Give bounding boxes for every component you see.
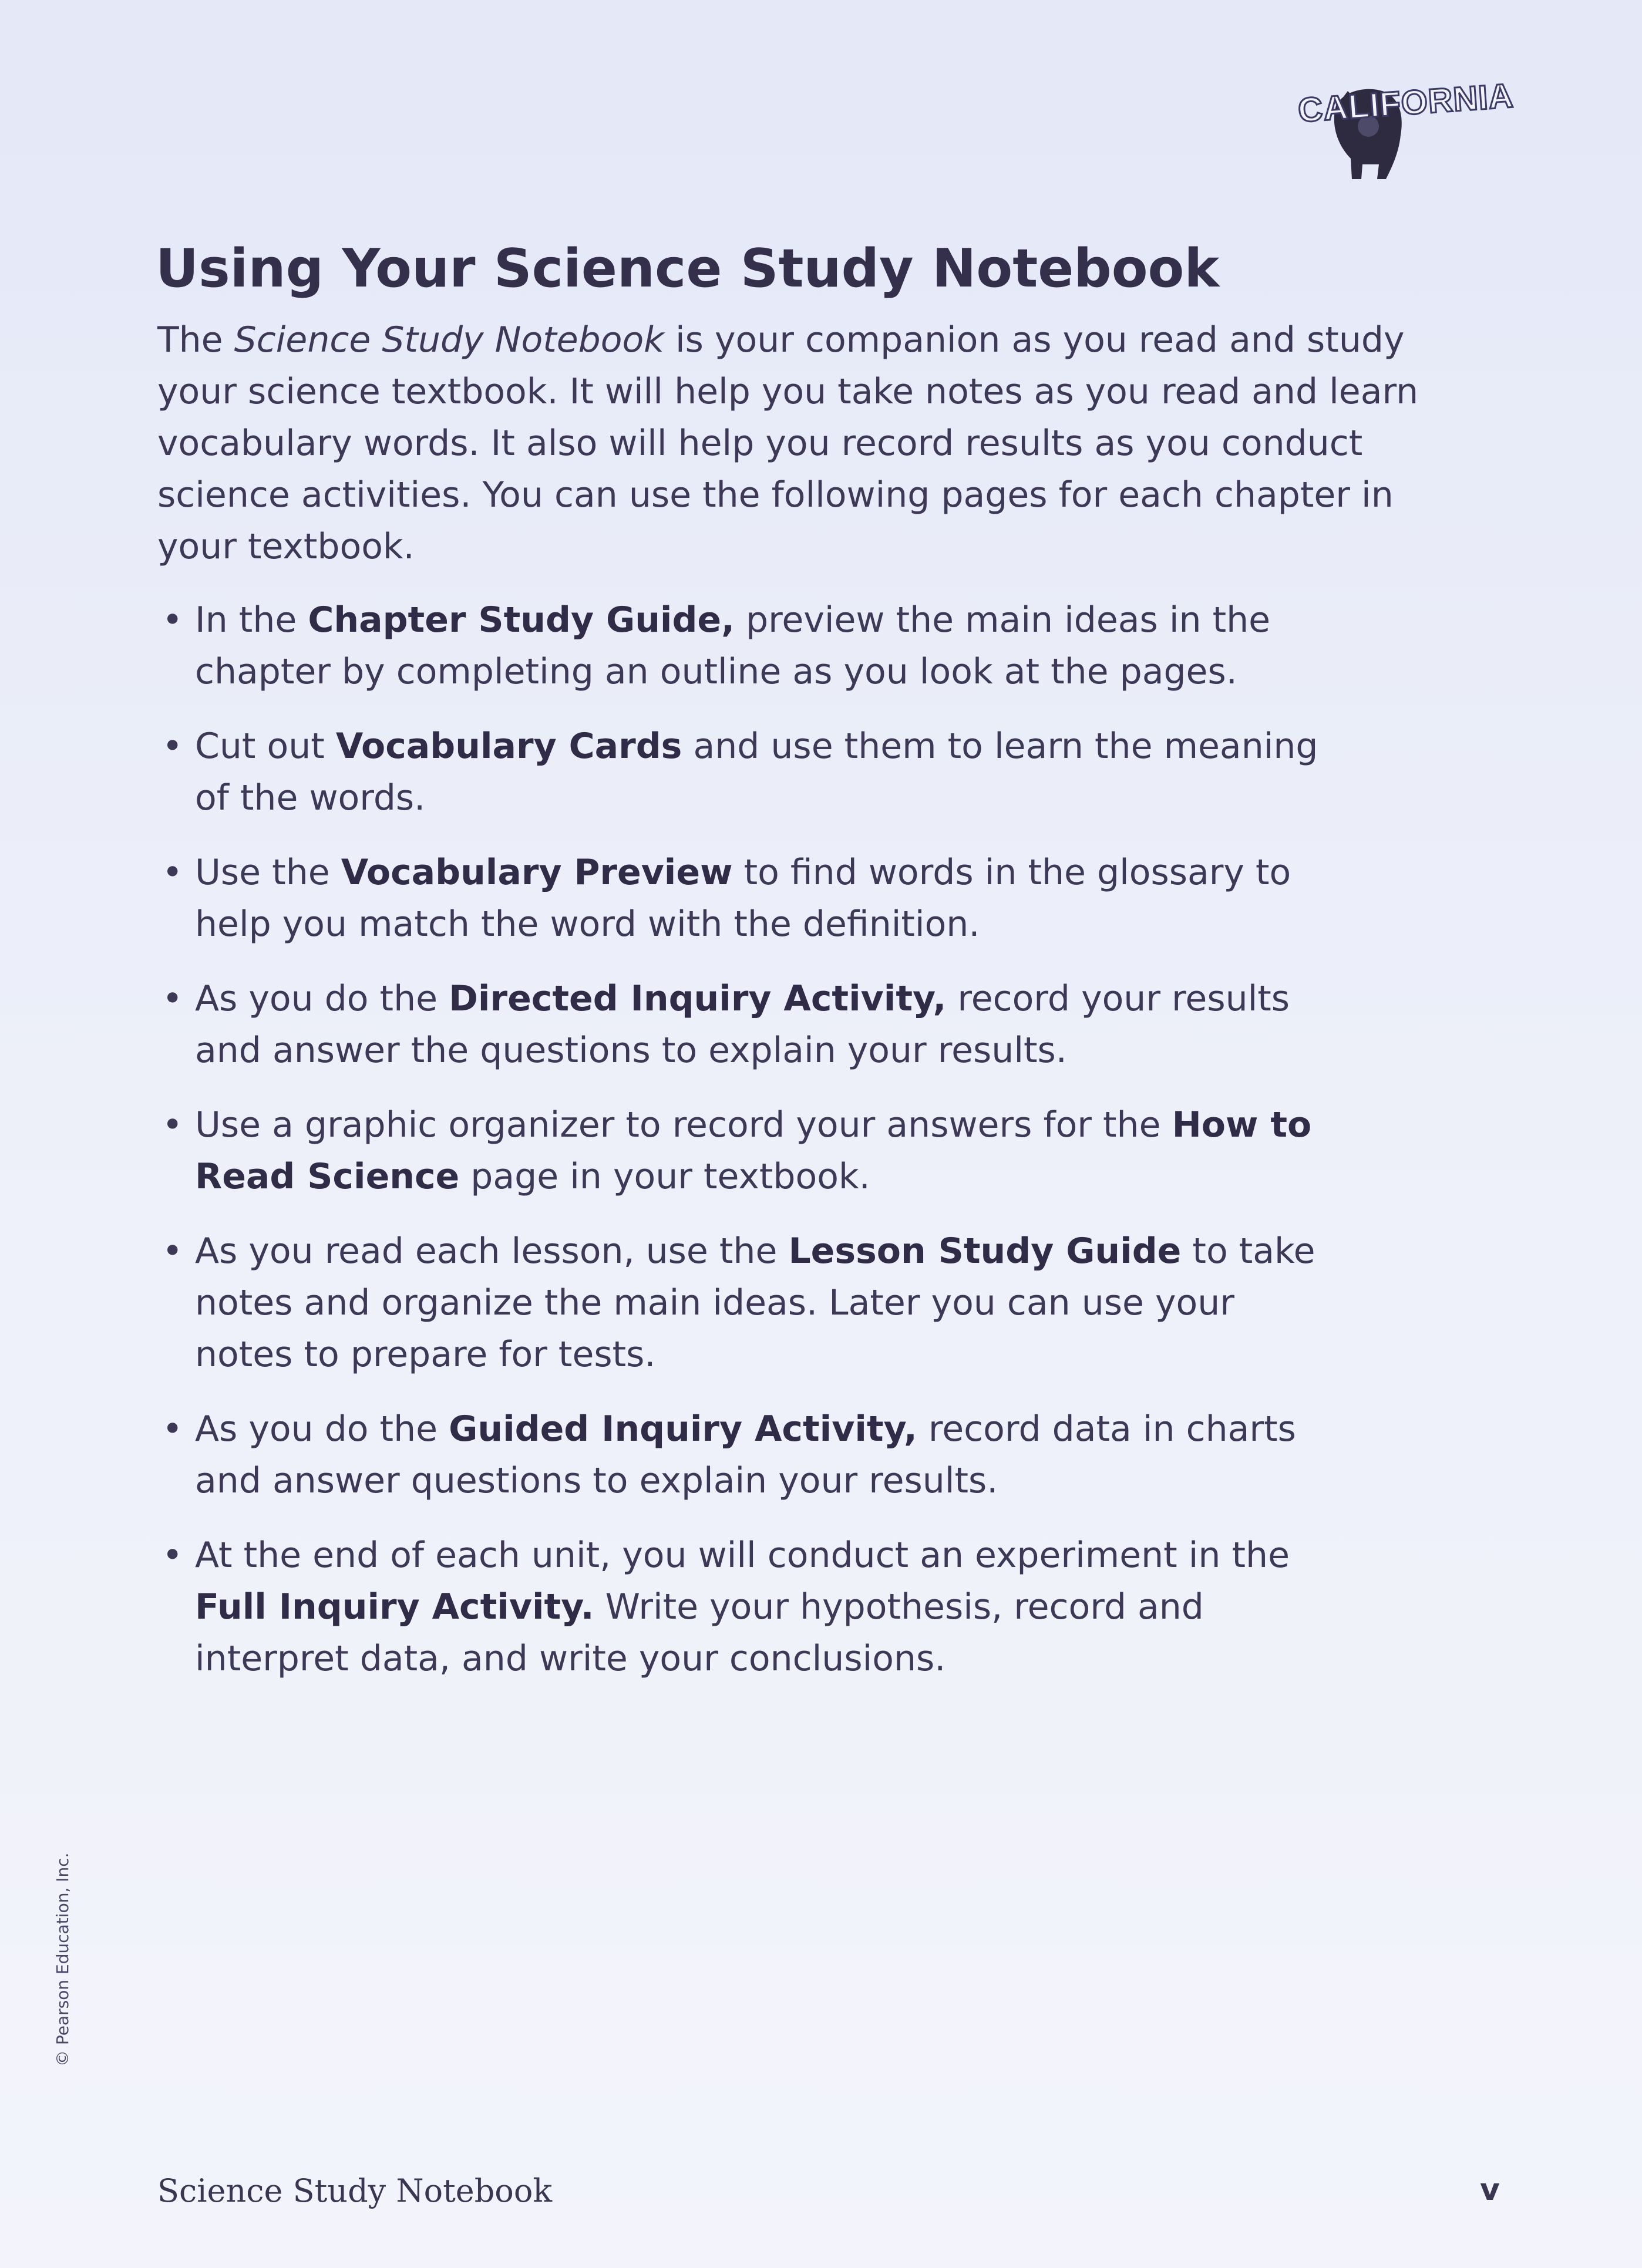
bold-term: Full Inquiry Activity. (195, 1586, 594, 1627)
bullet-dot: • (162, 1535, 183, 1576)
list-item: • Cut out Vocabulary Cards and use them to learn the meaning of the words. (157, 720, 1332, 824)
page-number: v (1480, 2172, 1500, 2208)
instruction-list (157, 594, 1332, 1707)
list-item: • As you read each lesson, use the Lesson Study Guide to take notes and organize the main ideas. Later you can use your notes to prepare for tests. (157, 1225, 1332, 1380)
list-item: • In the Chapter Study Guide, preview the main ideas in the chapter by completing an outline as you look at the pages. (157, 594, 1332, 697)
bullet-dot: • (162, 1231, 183, 1272)
bullet-dot: • (162, 1408, 183, 1450)
list-item: • At the end of each unit, you will conduct an experiment in the Full Inquiry Activity. Write your hypothesis, record and interpret data, and write your conclusions. (157, 1529, 1332, 1684)
bold-term: Guided Inquiry Activity, (449, 1408, 917, 1450)
bullet-dot: • (162, 599, 183, 641)
bold-term: How to Read Science (195, 1104, 1312, 1197)
footer-book-title: Science Study Notebook (157, 2172, 553, 2209)
intro-paragraph (157, 314, 1449, 572)
list-item: • As you do the Directed Inquiry Activity, record your results and answer the questions to explain your results. (157, 973, 1332, 1076)
intro-book-name: Science Study Notebook (234, 319, 664, 360)
intro-rest: is your companion as you read and study your science textbook. It will help you take notes as you read and learn vocabulary words. It also will help you record results as you conduct science activities. You can use the following pages for each chapter in your textbook. (157, 319, 1419, 567)
bold-term: Vocabulary Preview (341, 852, 733, 893)
bullet-dot: • (162, 1104, 183, 1145)
list-item: • As you do the Guided Inquiry Activity, record data in charts and answer questions to explain your results. (157, 1403, 1332, 1507)
intro-lead: The (157, 319, 234, 360)
logo-text: CALIFORNIA (1297, 76, 1515, 130)
bold-term: Directed Inquiry Activity, (449, 978, 947, 1019)
list-item: • Use the Vocabulary Preview to find words in the glossary to help you match the word with the definition. (157, 847, 1332, 950)
california-logo (1292, 70, 1515, 188)
page-title: Using Your Science Study Notebook (156, 238, 1220, 299)
list-item: • Use a graphic organizer to record your answers for the How to Read Science page in your textbook. (157, 1099, 1332, 1202)
bullet-dot: • (162, 726, 183, 767)
bold-term: Lesson Study Guide (788, 1231, 1182, 1272)
bold-term: Vocabulary Cards (335, 726, 682, 767)
bullet-dot: • (162, 978, 183, 1019)
copyright-notice: © Pearson Education, Inc. (53, 1852, 72, 2067)
bullet-dot: • (162, 852, 183, 893)
bold-term: Chapter Study Guide, (308, 599, 735, 641)
